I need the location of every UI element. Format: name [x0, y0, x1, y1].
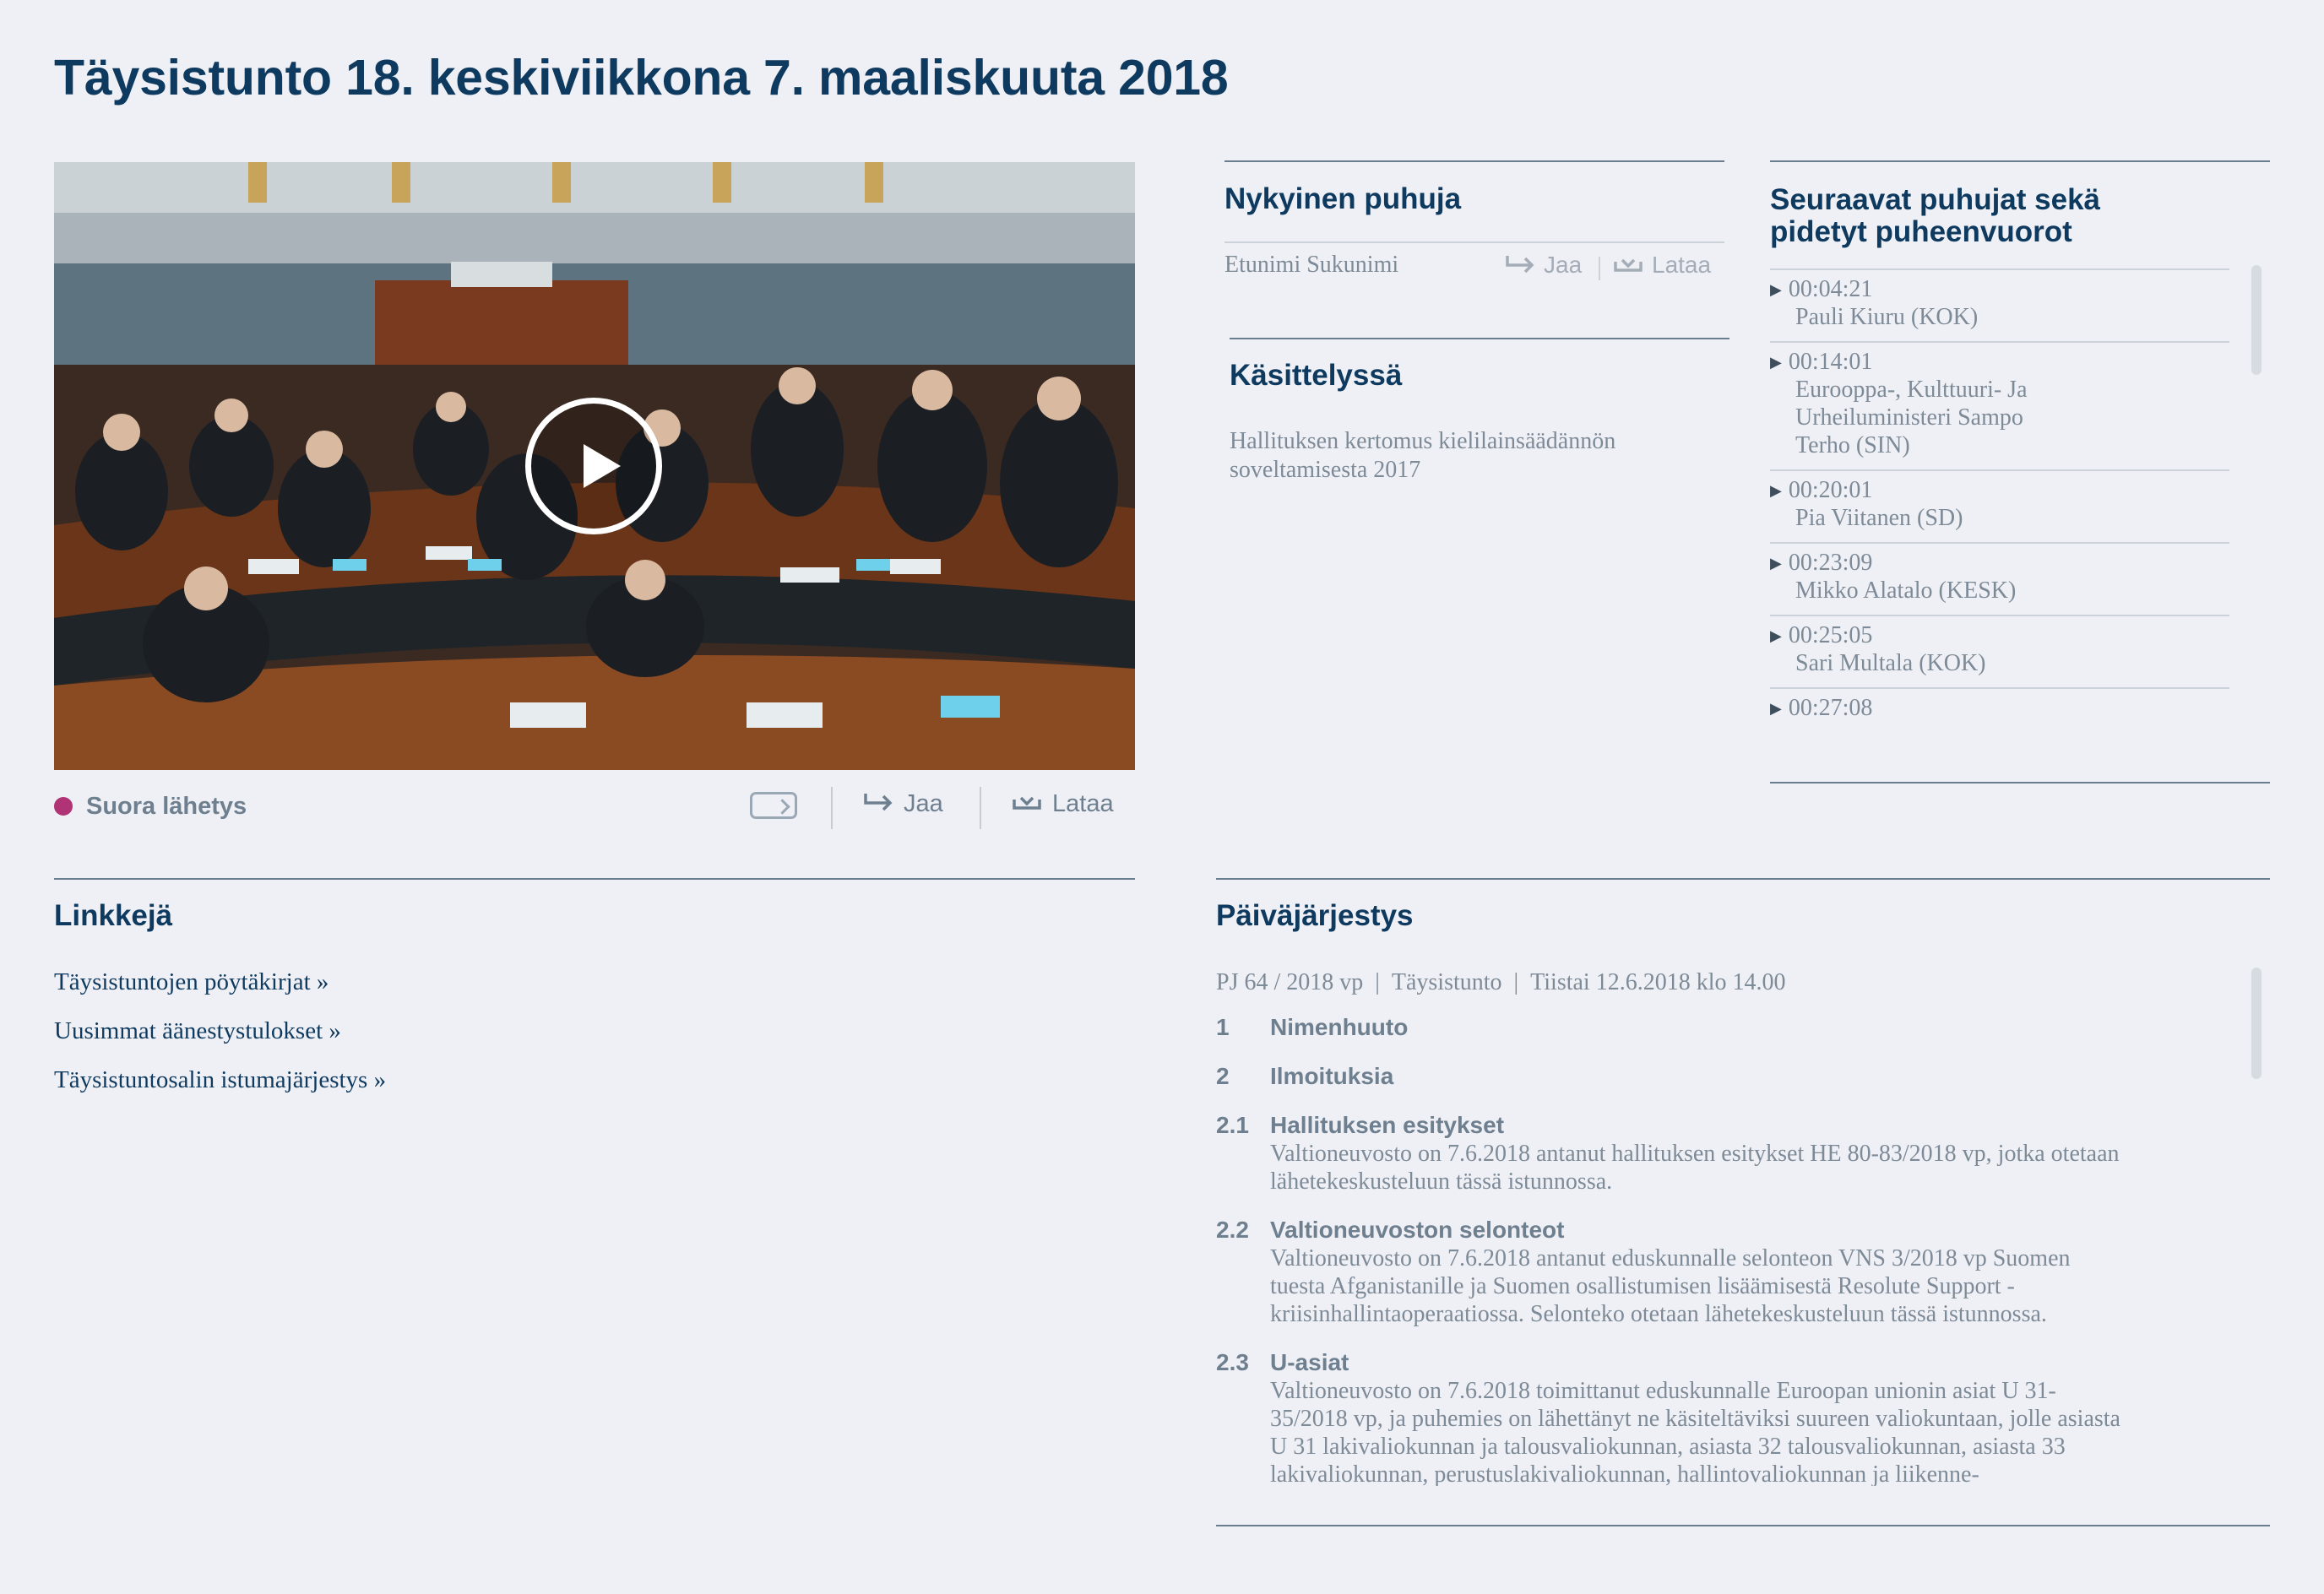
- next-speakers-scrollbar[interactable]: [2251, 265, 2262, 375]
- section-divider: [1770, 782, 2270, 783]
- speaker-download-label: Lataa: [1652, 252, 1712, 278]
- share-icon: [1505, 253, 1537, 275]
- agenda-code: PJ 64 / 2018 vp: [1216, 969, 1364, 995]
- video-download-label: Lataa: [1052, 790, 1114, 817]
- links-heading: Linkkejä: [54, 899, 173, 932]
- agenda-item[interactable]: [1216, 1013, 2162, 1042]
- agenda-date: Tiistai 12.6.2018 klo 14.00: [1530, 969, 1786, 995]
- agenda-item-number: 2.3: [1216, 1349, 1249, 1375]
- section-divider: [1216, 878, 2270, 880]
- play-small-icon: ▶: [1770, 281, 1782, 298]
- live-broadcast-label: Suora lähetys: [86, 793, 247, 820]
- speech-time: 00:23:09: [1788, 550, 1873, 576]
- play-small-icon: ▶: [1770, 555, 1782, 572]
- handling-heading: Käsittelyssä: [1230, 359, 1403, 392]
- agenda-item-number: 2.1: [1216, 1112, 1249, 1138]
- list-item[interactable]: [1770, 687, 2229, 732]
- download-icon: [1613, 253, 1645, 275]
- download-icon: [1012, 791, 1044, 813]
- play-small-icon: ▶: [1770, 700, 1782, 717]
- agenda-item-description: Valtioneuvosto on 7.6.2018 antanut eduskunnalle selonteon VNS 3/2018 vp Suomen tuesta Afganistanille ja Suomen osallistumisen lisäämisestä Resolute Support -kriisinhallintaoperaatiossa. Selonteko otetaan lähetekeskusteluun tässä istunnossa.: [1270, 1245, 2071, 1327]
- speaker-name: Mikko Alatalo (KESK): [1795, 577, 2017, 604]
- agenda-item-number: 1: [1216, 1014, 1230, 1040]
- embed-toggle-icon[interactable]: [750, 792, 797, 819]
- share-icon: [863, 791, 895, 813]
- agenda-item[interactable]: [1216, 1348, 2162, 1486]
- next-speakers-heading-line1: Seuraavat puhujat sekä: [1770, 183, 2100, 216]
- section-divider: [1216, 1525, 2270, 1526]
- next-speakers-list[interactable]: [1770, 270, 2229, 767]
- list-item[interactable]: [1770, 469, 2229, 542]
- agenda-item-description: Valtioneuvosto on 7.6.2018 toimittanut eduskunnalle Euroopan unionin asiat U 31-35/2018 vp, ja puhemies on lähettänyt ne käsiteltäviksi suureen valiokuntaan, jolle asiasta U 31 lakivaliokunnan ja talousvaliokunnan, asiasta 32 talousvaliokunnan, asiasta 33 lakivaliokunnan, perustuslakivaliokunnan, hallintovaliokunnan ja liikenne-: [1270, 1378, 2120, 1486]
- agenda-type: Täysistunto: [1391, 969, 1502, 995]
- speaker-share-button[interactable]: [1505, 252, 1582, 279]
- section-divider: [1224, 160, 1724, 162]
- video-share-label: Jaa: [904, 790, 943, 817]
- link-plenary-minutes[interactable]: Täysistuntojen pöytäkirjat »: [54, 968, 329, 995]
- play-small-icon: ▶: [1770, 354, 1782, 371]
- speech-time: 00:25:05: [1788, 622, 1873, 648]
- toolbar-divider: [980, 787, 981, 829]
- agenda-item-description: Valtioneuvosto on 7.6.2018 antanut hallituksen esitykset HE 80-83/2018 vp, jotka otetaan lähetekeskusteluun tässä istunnossa.: [1270, 1141, 2120, 1195]
- page-title: Täysistunto 18. keskiviikkona 7. maaliskuuta 2018: [54, 50, 1229, 106]
- list-item[interactable]: [1770, 270, 2229, 341]
- agenda-item-title[interactable]: Ilmoituksia: [1270, 1063, 1394, 1089]
- agenda-item-title[interactable]: Hallituksen esitykset: [1270, 1112, 1505, 1138]
- video-download-button[interactable]: [1012, 790, 1114, 818]
- agenda-item-title[interactable]: Nimenhuuto: [1270, 1014, 1409, 1040]
- speaker-name: Pauli Kiuru (KOK): [1795, 304, 1979, 330]
- video-toolbar: [54, 787, 1135, 827]
- link-voting-results[interactable]: Uusimmat äänestystulokset »: [54, 1017, 341, 1044]
- toolbar-divider: [831, 787, 833, 829]
- speech-time: 00:04:21: [1788, 276, 1873, 302]
- divider: [1224, 241, 1724, 243]
- agenda-item-title[interactable]: U-asiat: [1270, 1349, 1349, 1375]
- agenda-list[interactable]: [1216, 1013, 2162, 1486]
- play-icon: [584, 444, 621, 488]
- link-seating-plan[interactable]: Täysistuntosalin istumajärjestys »: [54, 1066, 387, 1093]
- current-speaker-heading: Nykyinen puhuja: [1224, 182, 1462, 215]
- speaker-name: Eurooppa-, Kulttuuri- Ja Urheiluministeri Sampo Terho (SIN): [1795, 377, 2028, 458]
- agenda-item[interactable]: [1216, 1111, 2162, 1196]
- list-item[interactable]: [1770, 615, 2229, 687]
- toolbar-divider: [1599, 257, 1600, 280]
- next-speakers-heading: [1770, 184, 2192, 248]
- speaker-download-button[interactable]: [1613, 252, 1711, 279]
- play-button[interactable]: [525, 398, 662, 534]
- agenda-meta: PJ 64 / 2018 vp | Täysistunto | Tiistai 12.6.2018 klo 14.00: [1216, 969, 1786, 995]
- speaker-name: Sari Multala (KOK): [1795, 650, 1986, 676]
- speech-time: 00:14:01: [1788, 349, 1873, 375]
- section-divider: [1770, 160, 2270, 162]
- agenda-item[interactable]: [1216, 1216, 2162, 1328]
- agenda-item-number: 2: [1216, 1063, 1230, 1089]
- agenda-item-title[interactable]: Valtioneuvoston selonteot: [1270, 1217, 1565, 1243]
- play-small-icon: ▶: [1770, 482, 1782, 499]
- speech-time: 00:20:01: [1788, 477, 1873, 503]
- speech-time: 00:27:08: [1788, 695, 1873, 721]
- section-divider: [1230, 338, 1729, 339]
- agenda-heading: Päiväjärjestys: [1216, 899, 1414, 932]
- handling-text: Hallituksen kertomus kielilainsäädännön soveltamisesta 2017: [1230, 428, 1616, 483]
- video-player[interactable]: [54, 162, 1135, 770]
- agenda-scrollbar[interactable]: [2251, 968, 2262, 1079]
- video-share-button[interactable]: [863, 790, 943, 818]
- list-item[interactable]: [1770, 341, 2229, 469]
- live-indicator-dot: [54, 797, 73, 816]
- agenda-item-number: 2.2: [1216, 1217, 1249, 1243]
- current-speaker-name: Etunimi Sukunimi: [1224, 252, 1399, 278]
- speaker-share-label: Jaa: [1544, 252, 1583, 278]
- play-small-icon: ▶: [1770, 627, 1782, 644]
- agenda-item[interactable]: [1216, 1062, 2162, 1091]
- next-speakers-heading-line2: pidetyt puheenvuorot: [1770, 215, 2072, 248]
- list-item[interactable]: [1770, 542, 2229, 615]
- section-divider: [54, 878, 1135, 880]
- speaker-name: Pia Viitanen (SD): [1795, 505, 1963, 531]
